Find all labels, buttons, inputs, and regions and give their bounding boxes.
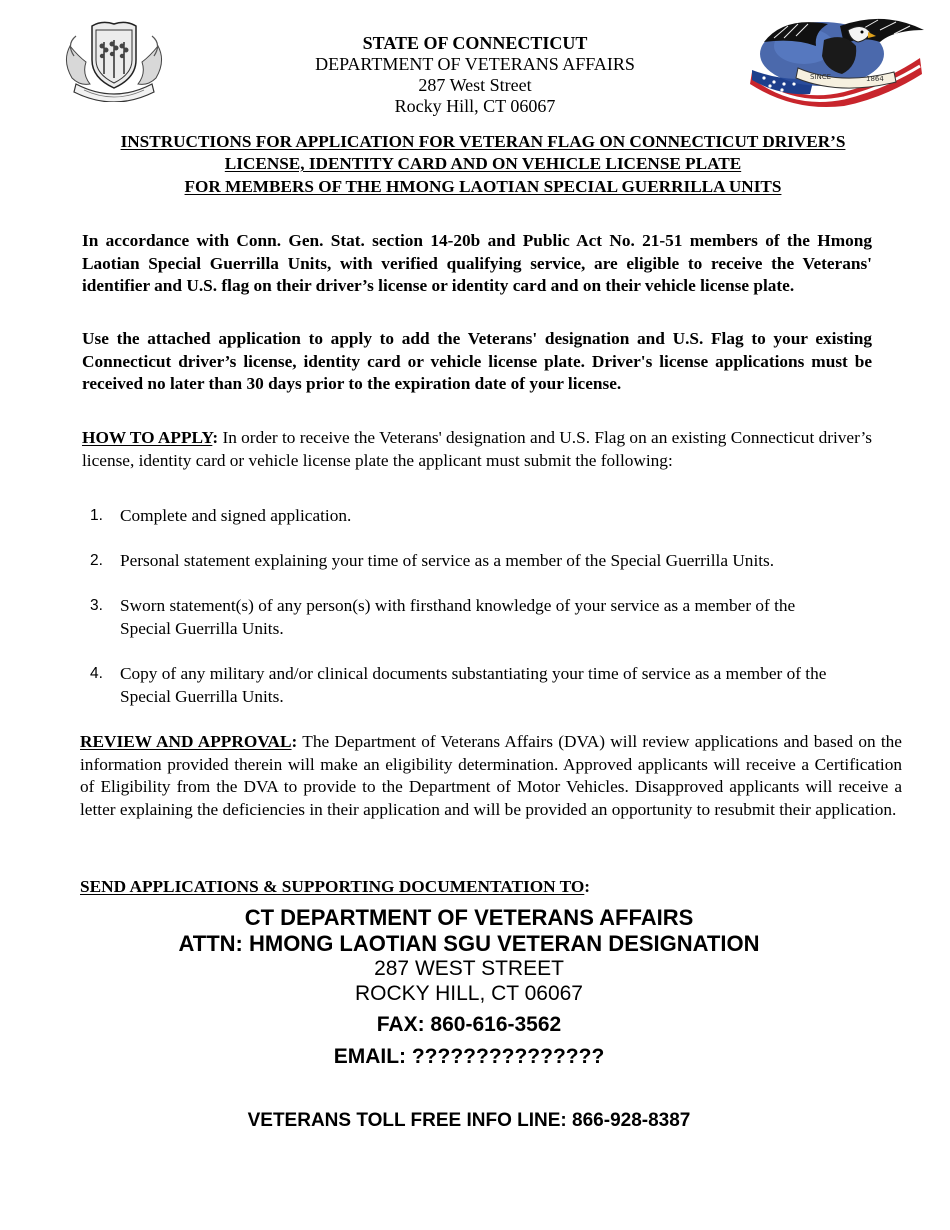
review-and-approval-section [80, 731, 902, 821]
intro-paragraph-eligibility: In accordance with Conn. Gen. Stat. section 14-20b and Public Act No. 21-51 members of the Hmong Laotian Special Guerrilla Units, with verified qualifying service, are eligible to receive the Veterans' identifier and U.S. flag on their driver’s license or identity card and on their vehicle license plate. [82, 231, 872, 295]
address-street: 287 WEST STREET [374, 957, 564, 980]
address-city: ROCKY HILL, CT 06067 [354, 982, 583, 1005]
how-to-apply-label: HOW TO APPLY [82, 428, 213, 447]
how-to-apply-section [82, 427, 872, 472]
toll-free-info-line: VETERANS TOLL FREE INFO LINE: 866-928-8387 [247, 1110, 691, 1131]
header-street: 287 West Street [418, 75, 532, 95]
document-title-line-2: LICENSE, IDENTITY CARD AND ON VEHICLE LICENSE PLATE [224, 154, 742, 173]
email-address: EMAIL: ??????????????? [333, 1045, 605, 1068]
list-item-number: 1. [90, 507, 103, 524]
document-title-line-1: INSTRUCTIONS FOR APPLICATION FOR VETERAN FLAG ON CONNECTICUT DRIVER’S [120, 132, 846, 151]
list-item-number: 4. [90, 665, 103, 682]
send-colon: : [584, 877, 591, 896]
address-attention: ATTN: HMONG LAOTIAN SGU VETERAN DESIGNATION [178, 931, 760, 956]
header-state: STATE OF CONNECTICUT [362, 33, 588, 53]
how-to-apply-colon: : [212, 428, 219, 447]
list-item-text: Copy of any military and/or clinical documents substantiating your time of service as a member of the Special Guerrilla Units. [120, 664, 827, 706]
how-to-apply-text: In order to receive the Veterans' designation and U.S. Flag on an existing Connecticut driver’s license, identity card or vehicle license plate the applicant must submit the following: [82, 428, 873, 470]
document-title-line-3: FOR MEMBERS OF THE HMONG LAOTIAN SPECIAL GUERRILLA UNITS [184, 177, 782, 196]
review-label: REVIEW AND APPROVAL [80, 732, 292, 751]
list-item-text: Sworn statement(s) of any person(s) with firsthand knowledge of your service as a member of the Special Guerrilla Units. [120, 596, 796, 638]
review-colon: : [291, 732, 298, 751]
list-item-number: 2. [90, 552, 103, 569]
address-organization: CT DEPARTMENT OF VETERANS AFFAIRS [244, 905, 694, 930]
review-text: The Department of Veterans Affairs (DVA) will review applications and based on the information provided therein will make an eligibility determination. Approved applicants will receive a Certification of Eligibility from the DVA to provide to the Department of Motor Vehicles. Disapproved applicants will receive a letter explaining the deficiencies in their application and will be provided an opportunity to resubmit their application. [80, 732, 902, 819]
header-city: Rocky Hill, CT 06067 [394, 96, 556, 116]
eagle-banner-since: SINCE [810, 73, 832, 81]
intro-paragraph-application: Use the attached application to apply to add the Veterans' designation and U.S. Flag to your existing Connecticut driver’s license, identity card or vehicle license plate. Driver's license applications must be received no later than 30 days prior to the expiration date of your license. [82, 329, 872, 393]
fax-number: FAX: 860-616-3562 [376, 1013, 562, 1036]
eagle-banner-year: 1864 [866, 75, 884, 83]
send-applications-heading [80, 877, 590, 897]
header-department: DEPARTMENT OF VETERANS AFFAIRS [315, 54, 635, 74]
list-item-text: Personal statement explaining your time of service as a member of the Special Guerrilla Units. [120, 551, 775, 570]
list-item-text: Complete and signed application. [120, 506, 352, 525]
list-item-number: 3. [90, 597, 103, 614]
send-label: SEND APPLICATIONS & SUPPORTING DOCUMENTATION TO [80, 877, 585, 896]
